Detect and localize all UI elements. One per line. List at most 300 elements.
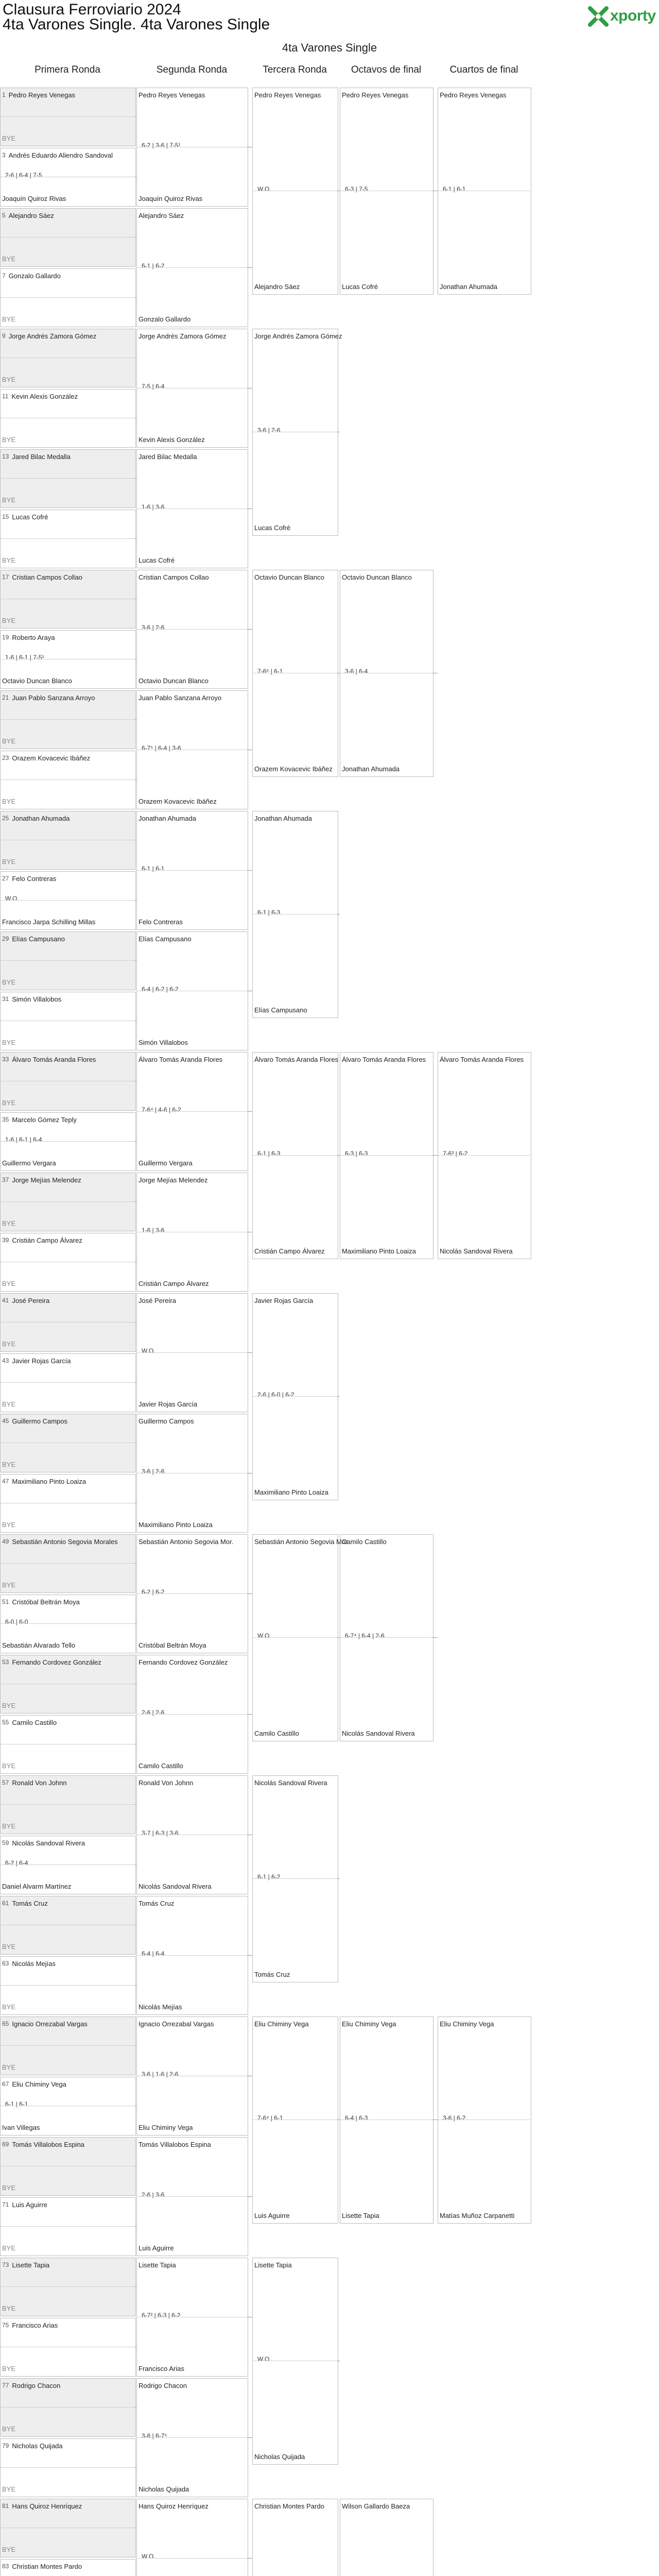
match-score: 6-1 | 6-3 <box>257 909 281 916</box>
player-slot[interactable] <box>2 1398 133 1410</box>
player-slot[interactable] <box>138 1277 245 1290</box>
match-score: 6-1 | 6-1 <box>5 2100 28 2108</box>
player-slot[interactable] <box>440 2209 528 2222</box>
player-slot[interactable] <box>2 1096 133 1109</box>
match-score: 1-6 | 3-6 <box>142 503 165 511</box>
player-slot[interactable] <box>2 1897 133 1909</box>
match-score: 7-6³ | 6-2 <box>443 1150 468 1157</box>
player-name: Nicholas Quijada <box>12 2442 63 2450</box>
player-slot[interactable] <box>138 1759 245 1772</box>
player-slot[interactable] <box>440 89 528 101</box>
player-slot[interactable] <box>2 614 133 626</box>
player-slot[interactable] <box>342 1727 430 1739</box>
player-slot[interactable] <box>254 762 335 775</box>
player-name: Nicolás Sandoval Rivera <box>254 1778 327 1787</box>
player-slot[interactable] <box>2 2078 133 2090</box>
player-slot[interactable] <box>254 2450 335 2463</box>
player-slot[interactable] <box>342 1245 430 1257</box>
player-name: Kevin Alexis González <box>138 435 205 444</box>
player-slot[interactable] <box>138 571 245 583</box>
match-score: W.O. <box>257 2355 271 2363</box>
player-slot[interactable] <box>2 916 133 928</box>
player-slot[interactable] <box>2 2362 133 2375</box>
player-name: Elías Campusano <box>12 935 65 943</box>
player-name: Juan Pablo Sanzana Arroyo <box>138 693 222 702</box>
player-slot[interactable] <box>342 89 430 101</box>
player-slot[interactable] <box>2 1716 133 1728</box>
player-name: Pedro Reyes Venegas <box>8 91 76 99</box>
seed-number: 47 <box>2 1478 9 1485</box>
player-slot[interactable] <box>2 674 133 687</box>
player-slot[interactable] <box>2 571 133 583</box>
player-name: Luis Aguirre <box>138 2244 174 2252</box>
match-score: W.O. <box>257 1632 271 1639</box>
match-score: W.O. <box>142 2552 155 2560</box>
player-slot[interactable] <box>2 1475 133 1487</box>
player-name: BYE <box>2 2304 16 2312</box>
player-slot[interactable] <box>2 1354 133 1367</box>
player-slot[interactable] <box>138 1656 245 1668</box>
player-name: BYE <box>2 1701 16 1709</box>
player-slot[interactable] <box>138 554 245 566</box>
match-score: 6-1 | 6-2 <box>257 1873 281 1880</box>
player-slot[interactable] <box>254 2018 335 2030</box>
match-score: 6-4 | 6-2 | 6-2 <box>142 985 179 993</box>
player-slot[interactable] <box>138 1535 245 1548</box>
player-slot[interactable] <box>138 2379 245 2392</box>
player-slot[interactable] <box>254 2500 335 2512</box>
player-slot[interactable] <box>254 2209 335 2222</box>
player-name: Joaquín Quiroz Rivas <box>2 194 66 202</box>
seed-number: 49 <box>2 1538 9 1545</box>
seed-number: 19 <box>2 634 9 641</box>
player-name: Fernando Cordovez González <box>12 1658 101 1666</box>
player-name: Alejandro Sáez <box>8 211 54 219</box>
player-slot[interactable] <box>2 872 133 885</box>
player-slot[interactable] <box>254 1727 335 1739</box>
match-score: 6-4 | 6-4 <box>142 1950 165 1957</box>
match-score: 3-6 | 1-6 | 2-6 <box>142 2070 179 2078</box>
player-slot[interactable] <box>2 2121 133 2133</box>
player-slot[interactable] <box>138 691 245 704</box>
player-slot[interactable] <box>138 2362 245 2375</box>
slot-divider <box>136 629 247 630</box>
player-slot[interactable] <box>2 433 133 446</box>
player-name: Francisco Arias <box>138 2364 184 2372</box>
player-slot[interactable] <box>2 2242 133 2254</box>
player-slot[interactable] <box>2 373 133 385</box>
player-slot[interactable] <box>138 192 245 205</box>
player-slot[interactable] <box>2 2259 133 2271</box>
player-slot[interactable] <box>138 1518 245 1531</box>
player-name: Sebastián Antonio Segovia Morales <box>12 1537 118 1546</box>
match-score: 6-1 | 6-2 <box>142 262 165 269</box>
player-slot[interactable] <box>254 521 335 534</box>
match-score: 7-6⁴ | 4-6 | 6-2 <box>142 1106 181 1113</box>
player-slot[interactable] <box>138 2121 245 2133</box>
player-slot[interactable] <box>2 1957 133 1970</box>
page-header <box>0 0 659 41</box>
player-slot[interactable] <box>138 450 245 463</box>
player-slot[interactable] <box>2 1837 133 1849</box>
player-name: Nicolás Sandoval Rivera <box>440 1247 513 1255</box>
player-slot[interactable] <box>2 812 133 824</box>
player-name: BYE <box>2 2183 16 2192</box>
player-slot[interactable] <box>254 1776 335 1789</box>
player-slot[interactable] <box>2 1579 133 1591</box>
player-name: Orazem Kovacevic Ibáñez <box>254 765 333 773</box>
player-slot[interactable] <box>2 1277 133 1290</box>
player-slot[interactable] <box>2 2500 133 2512</box>
seed-number: 53 <box>2 1658 9 1666</box>
seed-number: 5 <box>2 212 6 219</box>
player-slot[interactable] <box>2 631 133 643</box>
player-slot[interactable] <box>2 192 133 205</box>
seed-number: 31 <box>2 995 9 1003</box>
player-slot[interactable] <box>138 2001 245 2013</box>
player-slot[interactable] <box>2 450 133 463</box>
player-slot[interactable] <box>2 2439 133 2452</box>
player-name: Guillermo Campos <box>12 1417 68 1425</box>
player-slot[interactable] <box>2 494 133 506</box>
player-slot[interactable] <box>254 1004 335 1016</box>
player-slot[interactable] <box>138 1398 245 1410</box>
player-slot[interactable] <box>138 1053 245 1065</box>
player-slot[interactable] <box>2 2319 133 2331</box>
player-slot[interactable] <box>2 2181 133 2194</box>
player-slot[interactable] <box>254 1535 350 1548</box>
slot-divider <box>340 1155 432 1156</box>
player-slot[interactable] <box>138 89 245 101</box>
player-slot[interactable] <box>2 795 133 807</box>
player-name: Fernando Cordovez González <box>138 1658 228 1666</box>
player-slot[interactable] <box>138 1294 245 1307</box>
player-slot[interactable] <box>2 2422 133 2435</box>
player-name: Lucas Cofré <box>254 523 291 532</box>
player-slot[interactable] <box>2 1157 133 1169</box>
seed-number: 67 <box>2 2080 9 2088</box>
bracket-connector <box>247 1955 252 1956</box>
player-slot[interactable] <box>254 812 335 824</box>
player-name: BYE <box>2 134 16 142</box>
player-slot[interactable] <box>138 2259 245 2271</box>
player-slot[interactable] <box>440 1053 528 1065</box>
bracket-connector <box>337 1878 340 1879</box>
player-name: Orazem Kovacevic Ibáñez <box>12 754 91 762</box>
player-slot[interactable] <box>138 1776 245 1789</box>
player-slot[interactable] <box>2 933 133 945</box>
round-header: Cuartos de final <box>449 64 518 75</box>
player-slot[interactable] <box>440 2018 528 2030</box>
player-slot[interactable] <box>138 812 245 824</box>
player-slot[interactable] <box>2 2061 133 2073</box>
player-slot[interactable] <box>342 1535 430 1548</box>
player-name: Guillermo Campos <box>138 1417 194 1425</box>
player-name: BYE <box>2 2003 16 2011</box>
seed-number: 71 <box>2 2201 9 2208</box>
tournament-title: Clausura Ferroviario 2024 <box>3 1 181 18</box>
player-slot[interactable] <box>2 554 133 566</box>
player-name: Sebastián Alvarado Tello <box>2 1641 76 1649</box>
match-score: W.O. <box>142 1347 155 1354</box>
player-slot[interactable] <box>138 209 245 222</box>
seed-number: 25 <box>2 815 9 822</box>
player-slot[interactable] <box>2 2560 133 2572</box>
player-slot[interactable] <box>138 433 245 446</box>
player-slot[interactable] <box>342 2209 430 2222</box>
player-slot[interactable] <box>2 1759 133 1772</box>
player-slot[interactable] <box>342 762 430 775</box>
player-slot[interactable] <box>138 1415 245 1427</box>
slot-divider <box>136 1352 247 1353</box>
player-slot[interactable] <box>2 1294 133 1307</box>
player-slot[interactable] <box>2 2001 133 2013</box>
player-name: Daniel Alvarm Martínez <box>2 1882 72 1890</box>
player-slot[interactable] <box>342 2500 430 2512</box>
player-name: Álvaro Tomás Aranda Flores <box>254 1055 339 1063</box>
player-slot[interactable] <box>2 1639 133 1651</box>
player-slot[interactable] <box>2 313 133 325</box>
match-score: 6-0 | 6-0 <box>5 1618 28 1625</box>
player-slot[interactable] <box>2 330 133 342</box>
player-slot[interactable] <box>138 933 245 945</box>
player-slot[interactable] <box>2 2483 133 2495</box>
player-name: Pedro Reyes Venegas <box>342 91 409 99</box>
player-slot[interactable] <box>2 752 133 764</box>
seed-number: 45 <box>2 1417 9 1425</box>
slot-divider <box>0 237 135 238</box>
seed-number: 55 <box>2 1719 9 1726</box>
player-name: Nicholas Quijada <box>138 2485 189 2493</box>
slot-divider <box>0 2045 135 2046</box>
player-slot[interactable] <box>138 330 245 342</box>
match-score: W.O. <box>257 185 271 193</box>
player-name: Jonathan Ahumada <box>342 765 400 773</box>
player-name: Lisette Tapia <box>12 2261 50 2269</box>
player-slot[interactable] <box>138 1880 245 1892</box>
player-slot[interactable] <box>254 1053 339 1065</box>
player-name: Camilo Castillo <box>12 1718 57 1726</box>
player-name: Pedro Reyes Venegas <box>440 91 507 99</box>
player-name: Roberto Araya <box>12 633 55 641</box>
player-slot[interactable] <box>2 976 133 988</box>
slot-divider <box>0 538 135 539</box>
slot-divider <box>136 1955 247 1956</box>
slot-divider <box>0 900 135 901</box>
slot-divider <box>0 1201 135 1202</box>
match-score: 3-6 | 2-6 <box>142 623 165 631</box>
player-slot[interactable] <box>254 1294 335 1307</box>
seed-number: 15 <box>2 513 9 520</box>
player-slot[interactable] <box>342 2018 430 2030</box>
player-name: Jared Bilac Medalla <box>12 452 71 461</box>
player-name: Luis Aguirre <box>254 2211 290 2219</box>
bracket-connector <box>247 1111 252 1112</box>
player-name: Gonzalo Gallardo <box>138 315 191 323</box>
player-slot[interactable] <box>2 1535 133 1548</box>
player-slot[interactable] <box>138 1639 245 1651</box>
player-slot[interactable] <box>254 2259 335 2271</box>
match-score: 6-2 | 6-2 <box>142 1588 165 1596</box>
player-slot[interactable] <box>254 1245 335 1257</box>
match-score: 3-6 | 6-2 <box>443 2114 466 2122</box>
match-score: 6-1 | 6-1 <box>142 865 165 872</box>
slot-divider <box>0 1563 135 1564</box>
seed-number: 63 <box>2 1960 9 1967</box>
player-slot[interactable] <box>2 89 133 101</box>
player-name: BYE <box>2 1400 16 1408</box>
player-slot[interactable] <box>138 1897 245 1909</box>
player-name: BYE <box>2 255 16 263</box>
seed-number: 79 <box>2 2442 9 2449</box>
logo-wordmark: xporty <box>610 7 656 24</box>
bracket-connector <box>432 1155 438 1156</box>
player-slot[interactable] <box>2 1776 133 1789</box>
player-name: BYE <box>2 1520 16 1529</box>
player-slot[interactable] <box>2 855 133 868</box>
player-slot[interactable] <box>2 1518 133 1531</box>
player-name: Christian Montes Pardo <box>254 2502 324 2510</box>
player-name: Ivan Villegas <box>2 2123 40 2131</box>
player-slot[interactable] <box>2 252 133 265</box>
player-slot[interactable] <box>2 1880 133 1892</box>
player-name: Álvaro Tomás Aranda Flores <box>12 1055 96 1063</box>
player-slot[interactable] <box>254 1968 335 1980</box>
xporty-mark-icon <box>587 5 610 28</box>
player-name: Camilo Castillo <box>138 1761 183 1770</box>
player-slot[interactable] <box>2 2018 133 2030</box>
player-slot[interactable] <box>2 1036 133 1048</box>
player-slot[interactable] <box>2 1940 133 1953</box>
player-slot[interactable] <box>2 2302 133 2314</box>
player-slot[interactable] <box>2 993 133 1005</box>
player-slot[interactable] <box>138 674 245 687</box>
player-slot[interactable] <box>254 571 335 583</box>
player-slot[interactable] <box>2 1596 133 1608</box>
player-name: BYE <box>2 857 16 866</box>
player-slot[interactable] <box>2 2543 133 2555</box>
player-slot[interactable] <box>2 1337 133 1350</box>
bracket-connector <box>247 870 252 871</box>
player-name: BYE <box>2 1761 16 1770</box>
match-score: 6-2 | 3-6 | 7-5¹ <box>142 141 181 149</box>
player-name: Javier Rojas García <box>138 1400 198 1408</box>
player-slot[interactable] <box>2 2138 133 2150</box>
round-header: Octavos de final <box>351 64 422 75</box>
player-slot[interactable] <box>2 1699 133 1711</box>
player-slot[interactable] <box>2 390 133 402</box>
player-slot[interactable] <box>342 571 430 583</box>
player-slot[interactable] <box>2 1234 133 1246</box>
slot-divider <box>252 1396 337 1397</box>
player-slot[interactable] <box>2 1217 133 1229</box>
player-slot[interactable] <box>342 280 430 293</box>
player-slot[interactable] <box>138 916 245 928</box>
slot-divider <box>136 2196 247 2197</box>
player-name: Maximiliano Pinto Loaiza <box>138 1520 213 1529</box>
seed-number: 75 <box>2 2321 9 2329</box>
player-slot[interactable] <box>138 2242 245 2254</box>
player-slot[interactable] <box>2 1415 133 1427</box>
player-slot[interactable] <box>254 1486 335 1498</box>
player-name: Lisette Tapia <box>138 2261 176 2269</box>
player-name: Felo Contreras <box>138 918 183 926</box>
player-name: Cristián Campo Álvarez <box>254 1247 325 1255</box>
player-slot[interactable] <box>138 2483 245 2495</box>
player-name: José Pereira <box>12 1296 50 1304</box>
slot-divider <box>136 267 247 268</box>
player-slot[interactable] <box>2 1113 133 1126</box>
player-name: Jared Bilac Medalla <box>138 452 197 461</box>
player-slot[interactable] <box>254 280 335 293</box>
player-slot[interactable] <box>138 1157 245 1169</box>
slot-divider <box>252 1878 337 1879</box>
match-score: 3-6 | 6-7⁵ <box>142 2432 167 2439</box>
player-slot[interactable] <box>254 89 335 101</box>
player-name: Jonathan Ahumada <box>440 282 498 291</box>
slot-divider <box>0 2226 135 2227</box>
draw-subtitle: 4ta Varones Single <box>282 41 377 54</box>
player-slot[interactable] <box>2 1820 133 1832</box>
player-slot[interactable] <box>138 1036 245 1048</box>
player-slot[interactable] <box>440 280 528 293</box>
player-name: Gonzalo Gallardo <box>8 272 61 280</box>
player-slot[interactable] <box>2 1053 133 1065</box>
player-slot[interactable] <box>2 1458 133 1470</box>
player-name: Hans Quiroz Henríquez <box>12 2502 82 2510</box>
player-name: Elías Campusano <box>138 935 192 943</box>
player-name: Lisette Tapia <box>254 2261 292 2269</box>
player-slot[interactable] <box>138 1174 245 1186</box>
player-slot[interactable] <box>2 149 133 161</box>
player-slot[interactable] <box>2 2198 133 2211</box>
player-slot[interactable] <box>138 2500 245 2512</box>
player-slot[interactable] <box>2 735 133 747</box>
player-name: Hans Quiroz Henríquez <box>138 2502 209 2510</box>
player-slot[interactable] <box>2 2379 133 2392</box>
player-slot[interactable] <box>254 330 342 342</box>
slot-divider <box>0 2286 135 2287</box>
seed-number: 11 <box>2 393 9 400</box>
player-slot[interactable] <box>2 1174 133 1186</box>
player-name: Camilo Castillo <box>342 1537 387 1546</box>
player-slot[interactable] <box>138 2018 245 2030</box>
player-slot[interactable] <box>342 1053 430 1065</box>
player-name: Eliu Chiminy Vega <box>138 2123 193 2131</box>
match-score: W.O. <box>5 895 19 902</box>
player-slot[interactable] <box>2 1656 133 1668</box>
player-slot[interactable] <box>2 269 133 282</box>
player-slot[interactable] <box>138 313 245 325</box>
player-name: Cristóbal Beltrán Moya <box>138 1641 206 1649</box>
player-slot[interactable] <box>138 795 245 807</box>
player-name: Álvaro Tomás Aranda Flores <box>342 1055 426 1063</box>
player-slot[interactable] <box>440 1245 528 1257</box>
player-slot[interactable] <box>2 209 133 222</box>
xporty-logo[interactable] <box>587 1 654 32</box>
player-name: Simón Villalobos <box>12 995 62 1003</box>
player-name: Cristóbal Beltrán Moya <box>12 1598 80 1606</box>
player-name: Maximiliano Pinto Loaiza <box>342 1247 416 1255</box>
match-score: 1-6 | 6-1 | 6-4 <box>5 1136 42 1143</box>
slot-divider <box>0 1985 135 1986</box>
player-slot[interactable] <box>2 132 133 144</box>
player-slot[interactable] <box>138 2138 245 2150</box>
player-name: Wilson Gallardo Baeza <box>342 2502 410 2510</box>
match-score: 2-6 | 2-6 <box>142 1708 165 1716</box>
player-slot[interactable] <box>2 511 133 523</box>
player-slot[interactable] <box>2 691 133 704</box>
